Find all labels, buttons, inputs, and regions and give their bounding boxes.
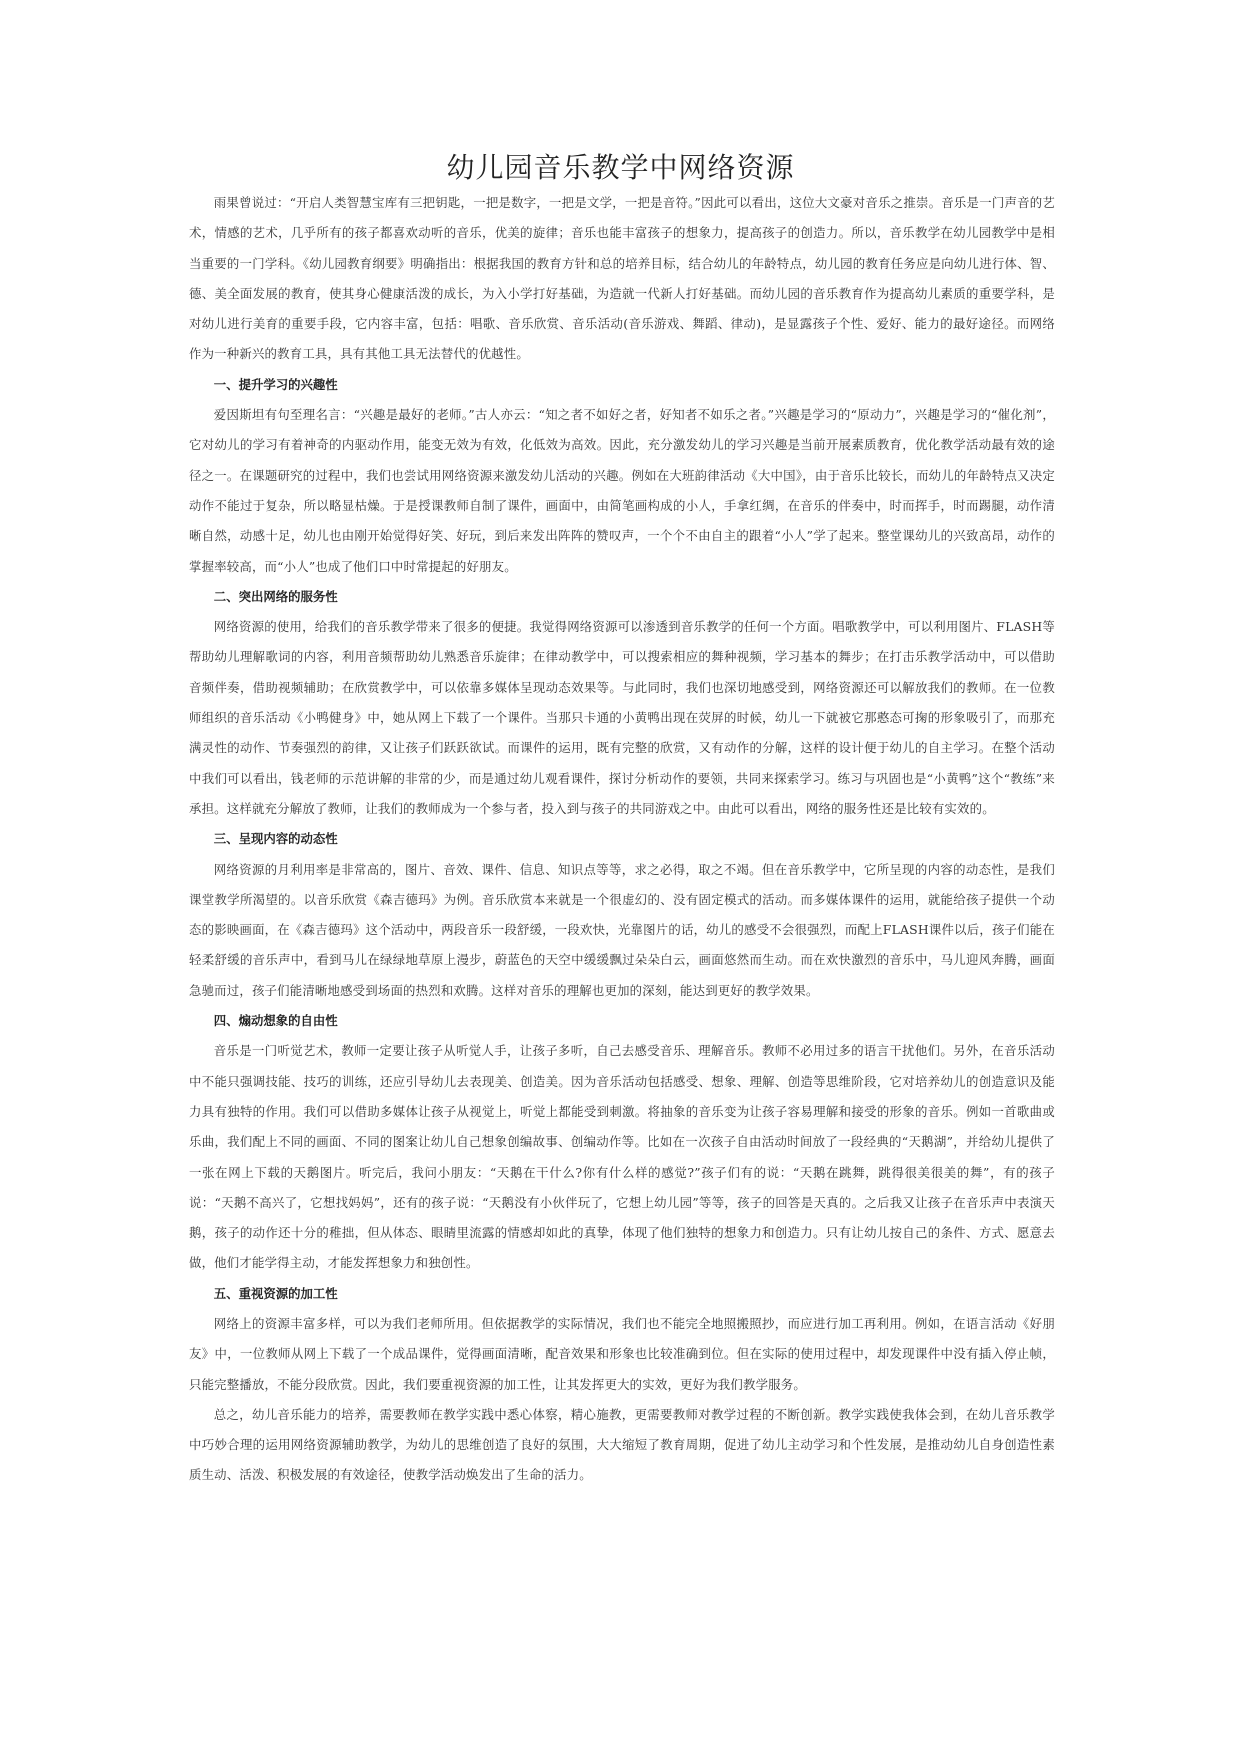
- conclusion-paragraph: 总之，幼儿音乐能力的培养，需要教师在教学实践中悉心体察，精心施教，更需要教师对教学过程的不断创新。教学实践使我体会到，在幼儿音乐教学中巧妙合理的运用网络资源辅助教学，为幼儿的思维创造了良好的氛围，大大缩短了教育周期，促进了幼儿主动学习和个性发展，是推动幼儿自身创造性素质生动、活泼、积极发展的有效途径，使教学活动焕发出了生命的活力。: [189, 1406, 1055, 1483]
- section-3-paragraph: 网络资源的月利用率是非常高的，图片、音效、课件、信息、知识点等等，求之必得，取之不竭。但在音乐教学中，它所呈现的内容的动态性，是我们课堂教学所渴望的。以音乐欣赏《森吉德玛》为例。音乐欣赏本来就是一个很虚幻的、没有固定模式的活动。而多媒体课件的运用，就能给孩子提供一个动态的影映画面，在《森吉德玛》这个活动中，两段音乐一段舒缓，一段欢快，光靠图片的话，幼儿的感受不会很强烈，而配上FLASH课件以后，孩子们能在轻柔舒缓的音乐声中，看到马儿在绿绿地草原上漫步，蔚蓝色的天空中缓缓飘过朵朵白云，画面悠然而生动。而在欢快激烈的音乐中，马儿迎风奔腾，画面急驰而过，孩子们能清晰地感受到场面的热烈和欢腾。这样对音乐的理解也更加的深刻，能达到更好的教学效果。: [189, 861, 1055, 998]
- section-5-paragraph: 网络上的资源丰富多样，可以为我们老师所用。但依据教学的实际情况，我们也不能完全地照搬照抄，而应进行加工再利用。例如，在语言活动《好朋友》中，一位教师从网上下载了一个成品课件，觉得画面清晰，配音效果和形象也比较准确到位。但在实际的使用过程中，却发现课件中没有插入停止帧，只能完整播放，不能分段欣赏。因此，我们要重视资源的加工性，让其发挥更大的实效，更好为我们教学服务。: [189, 1315, 1055, 1392]
- section-heading-1: 一、提升学习的兴趣性: [213, 376, 338, 392]
- section-1-paragraph: 爱因斯坦有句至理名言：“兴趣是最好的老师。”古人亦云：“知之者不如好之者，好知者不如乐之者。”兴趣是学习的“原动力”，兴趣是学习的“催化剂”，它对幼儿的学习有着神奇的内驱动作用，能变无效为有效，化低效为高效。因此，充分激发幼儿的学习兴趣是当前开展素质教育，优化教学活动最有效的途径之一。在课题研究的过程中，我们也尝试用网络资源来激发幼儿活动的兴趣。例如在大班韵律活动《大中国》，由于音乐比较长，而幼儿的年龄特点又决定动作不能过于复杂，所以略显枯燥。于是授课教师自制了课件，画面中，由简笔画构成的小人，手拿红绸，在音乐的伴奏中，时而挥手，时而踢腿，动作清晰自然，动感十足，幼儿也由刚开始觉得好笑、好玩，到后来发出阵阵的赞叹声，一个个不由自主的跟着“小人”学了起来。整堂课幼儿的兴致高昂，动作的掌握率较高，而“小人”也成了他们口中时常提起的好朋友。: [189, 407, 1055, 574]
- section-heading-2: 二、突出网络的服务性: [213, 588, 338, 604]
- section-heading-5: 五、重视资源的加工性: [213, 1285, 338, 1301]
- section-heading-4: 四、煽动想象的自由性: [213, 1013, 338, 1029]
- section-2-paragraph: 网络资源的使用，给我们的音乐教学带来了很多的便捷。我觉得网络资源可以渗透到音乐教学的任何一个方面。唱歌教学中，可以利用图片、FLASH等帮助幼儿理解歌词的内容，利用音频帮助幼儿熟悉音乐旋律；在律动教学中，可以搜索相应的舞种视频，学习基本的舞步；在打击乐教学活动中，可以借助音频伴奏，借助视频辅助；在欣赏教学中，可以依靠多媒体呈现动态效果等。与此同时，我们也深切地感受到，网络资源还可以解放我们的教师。在一位教师组织的音乐活动《小鸭健身》中，她从网上下载了一个课件。当那只卡通的小黄鸭出现在荧屏的时候，幼儿一下就被它那憨态可掬的形象吸引了，而那充满灵性的动作、节奏强烈的韵律，又让孩子们跃跃欲试。而课件的运用，既有完整的欣赏，又有动作的分解，这样的设计便于幼儿的自主学习。在整个活动中我们可以看出，钱老师的示范讲解的非常的少，而是通过幼儿观看课件，探讨分析动作的要领，共同来探索学习。练习与巩固也是“小黄鸭”这个“教练”来承担。这样就充分解放了教师，让我们的教师成为一个参与者，投入到与孩子的共同游戏之中。由此可以看出，网络的服务性还是比较有实效的。: [189, 619, 1055, 816]
- document-title: 幼儿园音乐教学中网络资源: [446, 151, 795, 184]
- document-body: [189, 188, 1055, 1491]
- section-4-paragraph: 音乐是一门听觉艺术，教师一定要让孩子从听觉人手，让孩子多听，自己去感受音乐、理解音乐。教师不必用过多的语言干扰他们。另外，在音乐活动中不能只强调技能、技巧的训练，还应引导幼儿去表现美、创造美。因为音乐活动包括感受、想象、理解、创造等思维阶段，它对培养幼儿的创造意识及能力具有独特的作用。我们可以借助多媒体让孩子从视觉上，听觉上都能受到刺激。将抽象的音乐变为让孩子容易理解和接受的形象的音乐。例如一首歌曲或乐曲，我们配上不同的画面、不同的图案让幼儿自己想象创编故事、创编动作等。比如在一次孩子自由活动时间放了一段经典的“天鹅湖”，并给幼儿提供了一张在网上下载的天鹅图片。听完后，我问小朋友：“天鹅在干什么?你有什么样的感觉?”孩子们有的说：“天鹅在跳舞，跳得很美很美的舞”，有的孩子说：“天鹅不高兴了，它想找妈妈”，还有的孩子说：“天鹅没有小伙伴玩了，它想上幼儿园”等等，孩子的回答是天真的。之后我又让孩子在音乐声中表演天鹅，孩子的动作还十分的稚拙，但从体态、眼睛里流露的情感却如此的真挚，体现了他们独特的想象力和创造力。只有让幼儿按自己的条件、方式、愿意去做，他们才能学得主动，才能发挥想象力和独创性。: [189, 1043, 1055, 1271]
- section-heading-3: 三、呈现内容的动态性: [213, 831, 338, 847]
- intro-paragraph: 雨果曾说过：“开启人类智慧宝库有三把钥匙，一把是数字，一把是文学，一把是音符。”因此可以看出，这位大文豪对音乐之推崇。音乐是一门声音的艺术，情感的艺术，几乎所有的孩子都喜欢动听的音乐，优美的旋律；音乐也能丰富孩子的想象力，提高孩子的创造力。所以，音乐教学在幼儿园教学中是相当重要的一门学科。《幼儿园教育纲要》明确指出：根据我国的教育方针和总的培养目标，结合幼儿的年龄特点，幼儿园的教育任务应是向幼儿进行体、智、德、美全面发展的教育，使其身心健康活泼的成长，为入小学打好基础，为造就一代新人打好基础。而幼儿园的音乐教育作为提高幼儿素质的重要学科，是对幼儿进行美育的重要手段，它内容丰富，包括：唱歌、音乐欣赏、音乐活动(音乐游戏、舞蹈、律动)，是显露孩子个性、爱好、能力的最好途径。而网络作为一种新兴的教育工具，具有其他工具无法替代的优越性。: [189, 195, 1055, 362]
